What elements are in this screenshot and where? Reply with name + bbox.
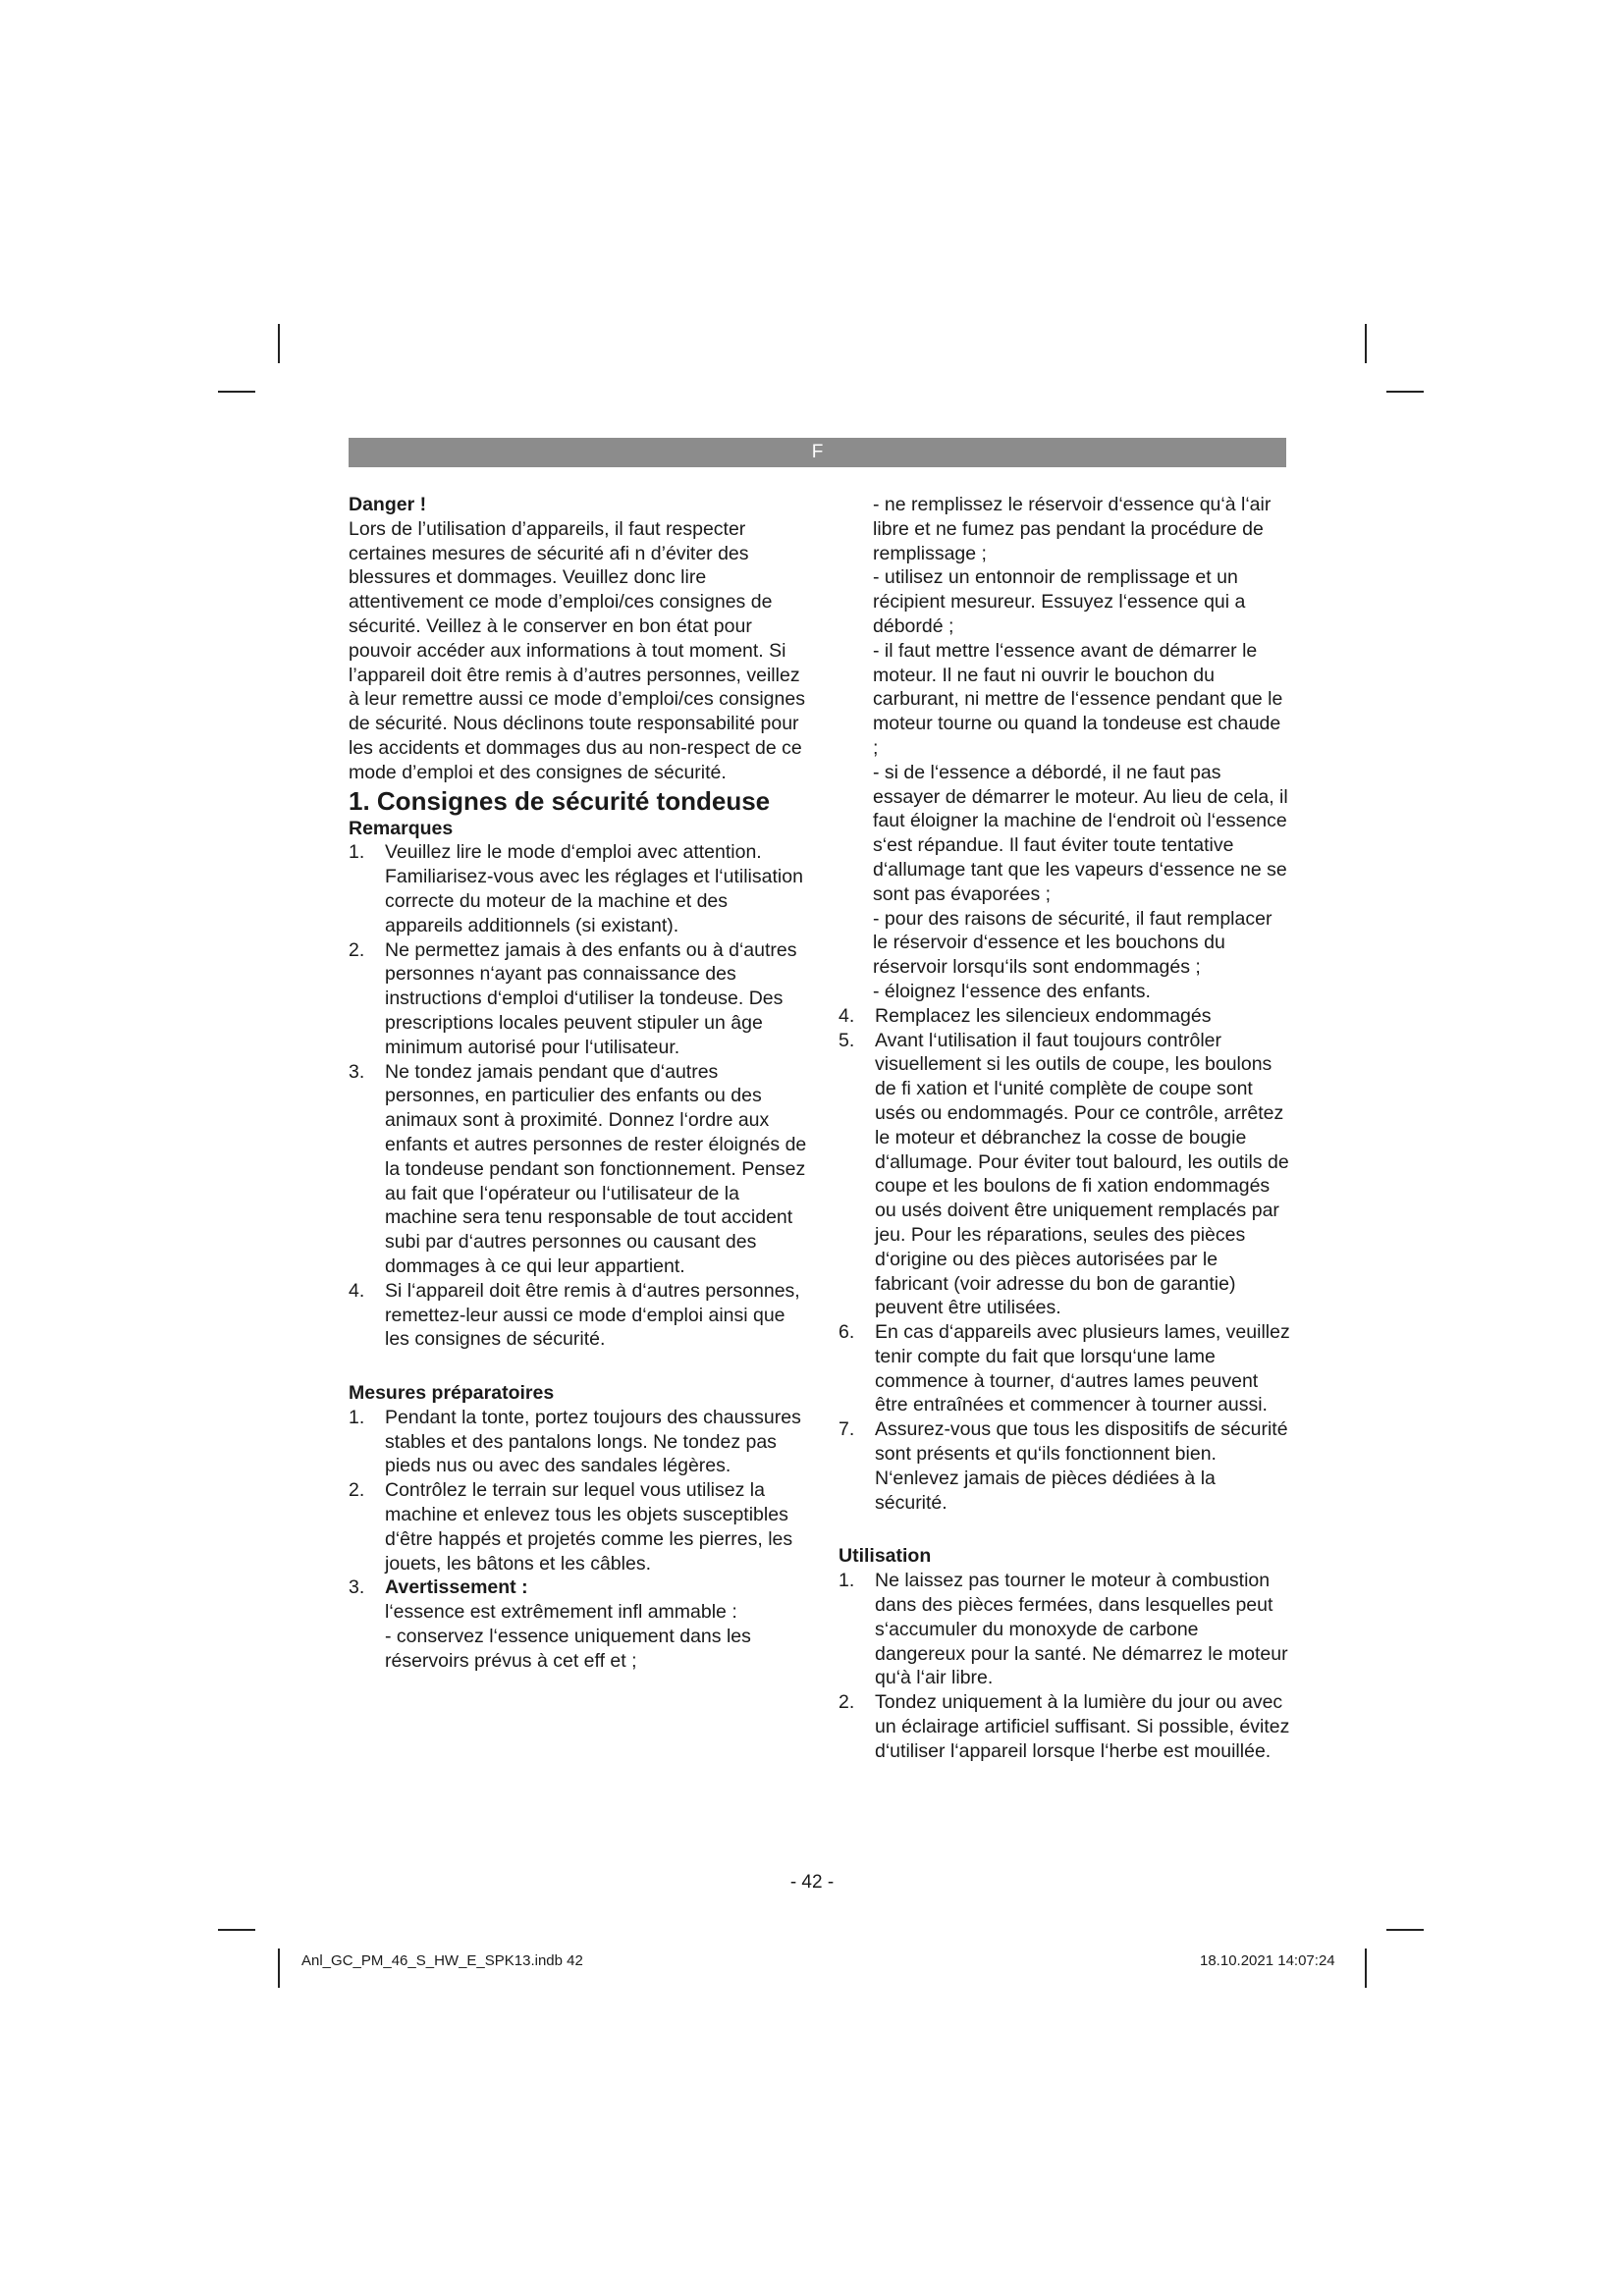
left-column <box>349 493 810 1674</box>
warning-bullets-continued <box>839 493 1290 1004</box>
language-header-bar <box>349 438 1286 467</box>
list-item: 7. Assurez-vous que tous les dispositifs de sécurité sont présents et qu‘ils fonctionnent bien. N‘enlevez jamais de pièces dédiées à la sécurité. <box>839 1418 1288 1514</box>
remarques-title: Remarques <box>349 817 454 839</box>
list-item: 2. Contrôlez le terrain sur lequel vous utilisez la machine et enlevez tous les objets susceptibles d‘être happés et projetés comme les pierres, les jouets, les bâtons et les câbles. <box>349 1479 793 1575</box>
list-item: 6. En cas d‘appareils avec plusieurs lames, veuillez tenir compte du fait que lorsqu‘une lame commence à tourner, d‘autres lames peuvent être entraînées et commencer à tourner aussi. <box>839 1321 1290 1416</box>
warning-bullet: - si de l‘essence a débordé, il ne faut pas essayer de démarrer le moteur. Au lieu de cela, il faut éloigner la machine de l‘endroit où l‘essence s‘est répandue. Il faut éviter toute tentative d‘allumage tant que les vapeurs d‘essence ne se sont pas évaporées ; <box>873 761 1288 905</box>
list-item: 2. Ne permettez jamais à des enfants ou à d‘autres personnes n‘ayant pas connaissance des instructions d‘emploi d‘utiliser la tondeuse. Des prescriptions locales peuvent stipuler un âge minimum autorisé pour l‘utilisateur. <box>349 938 797 1058</box>
page-number: - 42 - <box>789 1872 835 1893</box>
crop-mark <box>1365 1949 1367 1988</box>
list-item: 4. Remplacez les silencieux endommagés <box>839 1004 1212 1027</box>
crop-mark <box>278 324 280 363</box>
footer-file-info: Anl_GC_PM_46_S_HW_E_SPK13.indb 42 <box>301 1952 583 1969</box>
right-column <box>839 493 1290 1764</box>
mesures-list <box>349 1406 810 1674</box>
mesures-list-continued <box>839 1004 1290 1516</box>
list-item: 3. Avertissement : l‘essence est extrêmement infl ammable : - conservez l‘essence uniquement dans les réservoirs prévus à cet eff et ; <box>349 1575 810 1673</box>
danger-title: Danger ! <box>349 494 427 515</box>
warning-bullet: - pour des raisons de sécurité, il faut remplacer le réservoir d‘essence et les bouchons du réservoir lorsqu‘ils sont endommagés ; <box>873 907 1272 979</box>
crop-mark <box>278 1949 280 1988</box>
warning-bullet: - conservez l‘essence uniquement dans les réservoirs prévus à cet eff et ; <box>385 1626 751 1672</box>
crop-mark <box>1386 391 1424 393</box>
crop-mark <box>218 391 255 393</box>
utilisation-title: Utilisation <box>839 1545 932 1568</box>
crop-mark <box>218 1929 255 1931</box>
list-item: 5. Avant l‘utilisation il faut toujours contrôler visuellement si les outils de coupe, les boulons de fi xation et l‘unité complète de coupe sont usés ou endommagés. Pour ce contrôle, arrêtez le moteur et débranchez la cosse de bougie d‘allumage. Pour éviter tout balourd, les outils de coupe et les boulons de fi xation endommagés ou usés doivent être uniquement remplacés par jeu. Pour les réparations, seules des pièces d‘origine ou des pièces autorisées par le fabricant (voir adresse du bon de garantie) peuvent être utilisées. <box>839 1029 1289 1319</box>
warning-label: Avertissement : <box>385 1576 528 1599</box>
mesures-title: Mesures préparatoires <box>349 1382 555 1405</box>
warning-bullet: - ne remplissez le réservoir d‘essence qu‘à l‘air libre et ne fumez pas pendant la procédure de remplissage ; <box>873 494 1272 564</box>
remarques-list <box>349 840 810 1352</box>
crop-mark <box>1386 1929 1424 1931</box>
warning-intro: l‘essence est extrêmement infl ammable : <box>385 1601 737 1624</box>
crop-mark <box>1365 324 1367 363</box>
list-item: 2. Tondez uniquement à la lumière du jour ou avec un éclairage artificiel suffisant. Si possible, évitez d‘utiliser l‘appareil lorsque l‘herbe est mouillée. <box>839 1691 1290 1762</box>
list-item: 4. Si l‘appareil doit être remis à d‘autres personnes, remettez-leur aussi ce mode d‘emploi ainsi que les consignes de sécurité. <box>349 1279 800 1351</box>
warning-bullet: - éloignez l‘essence des enfants. <box>873 980 1151 1002</box>
list-item: 1. Pendant la tonte, portez toujours des chaussures stables et des pantalons longs. Ne tondez pas pieds nus ou avec des sandales légères. <box>349 1406 801 1477</box>
language-label: F <box>811 442 824 462</box>
danger-text: Lors de l’utilisation d’appareils, il faut respecter certaines mesures de sécurité afi n d’éviter des blessures et dommages. Veuillez donc lire attentivement ce mode d’emploi/ces consignes de sécurité. Veillez à le conserver en bon état pour pouvoir accéder aux informations à tout moment. Si l’appareil doit être remis à d’autres personnes, veillez à leur remettre aussi ce mode d’emploi/ces consignes de sécurité. Nous déclinons toute responsabilité pour les accidents et dommages dus au non-respect de ce mode d’emploi et des consignes de sécurité. <box>349 517 805 783</box>
utilisation-list <box>839 1569 1290 1763</box>
section-title: 1. Consignes de sécurité tondeuse <box>349 785 771 816</box>
footer-date-time: 18.10.2021 14:07:24 <box>1200 1952 1335 1969</box>
list-item: 3. Ne tondez jamais pendant que d‘autres personnes, en particulier des enfants ou des animaux sont à proximité. Donnez l‘ordre aux enfants et autres personnes de rester éloignés de la tondeuse pendant son fonctionnement. Pensez au fait que l‘opérateur ou l‘utilisateur de la machine sera tenu responsable de tout accident subi par d‘autres personnes ou causant des dommages à ce qui leur appartient. <box>349 1060 807 1277</box>
list-item: 1. Veuillez lire le mode d‘emploi avec attention. Familiarisez-vous avec les réglages et l‘utilisation correcte du moteur de la machine et des appareils additionnels (si existant). <box>349 841 803 936</box>
list-item: 1. Ne laissez pas tourner le moteur à combustion dans des pièces fermées, dans lesquelles peut s‘accumuler du monoxyde de carbone dangereux pour la santé. Ne démarrez le moteur qu‘à l‘air libre. <box>839 1570 1288 1689</box>
warning-bullet: - il faut mettre l‘essence avant de démarrer le moteur. Il ne faut ni ouvrir le bouchon du carburant, ni mettre de l‘essence pendant que le moteur tourne ou quand la tondeuse est chaude ; <box>873 639 1283 759</box>
warning-bullet: - utilisez un entonnoir de remplissage et un récipient mesureur. Essuyez l‘essence qui a débordé ; <box>873 566 1246 637</box>
